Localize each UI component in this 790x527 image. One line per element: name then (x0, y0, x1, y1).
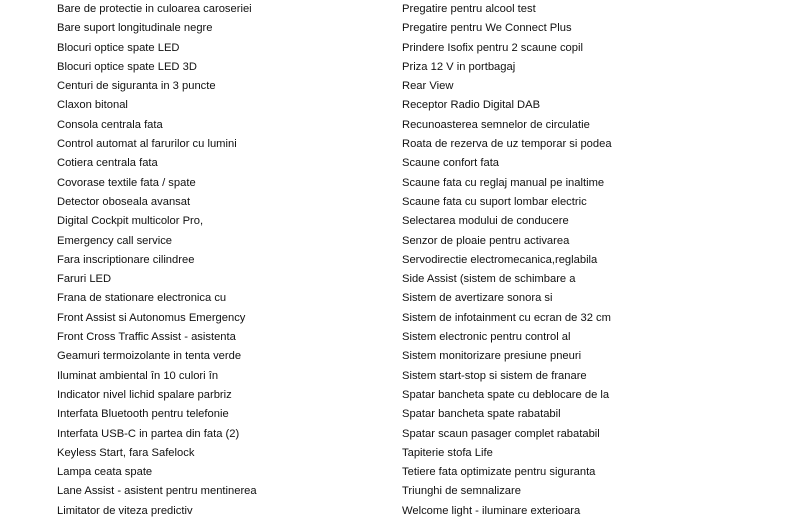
equipment-item: Control automat al farurilor cu lumini (57, 138, 237, 151)
equipment-item: Senzor de ploaie pentru activarea (402, 234, 570, 247)
equipment-item: Interfata USB-C in partea din fata (2) (57, 427, 240, 440)
equipment-item: Iluminat ambiental în 10 culori în (57, 369, 219, 382)
equipment-item: Tapiterie stofa Life (402, 446, 493, 459)
equipment-item: Priza 12 V in portbagaj (402, 60, 516, 73)
equipment-list-right-column (402, 0, 782, 521)
equipment-item: Pregatire pentru alcool test (402, 3, 536, 15)
equipment-item: Cotiera centrala fata (57, 157, 158, 170)
equipment-item: Scaune confort fata (402, 157, 500, 170)
equipment-item: Selectarea modului de conducere (402, 215, 569, 228)
equipment-item: Tetiere fata optimizate pentru siguranta (402, 466, 596, 479)
equipment-item: Prindere Isofix pentru 2 scaune copil (402, 41, 583, 54)
equipment-item: Digital Cockpit multicolor Pro, (57, 215, 204, 228)
equipment-item: Indicator nivel lichid spalare parbriz (57, 388, 232, 401)
equipment-item: Scaune fata cu reglaj manual pe inaltime (402, 176, 605, 189)
equipment-item: Rear View (402, 80, 454, 93)
equipment-item: Pregatire pentru We Connect Plus (402, 22, 572, 35)
equipment-item: Front Cross Traffic Assist - asistenta (57, 331, 236, 344)
equipment-item: Bare suport longitudinale negre (57, 22, 213, 35)
equipment-item: Sistem de infotainment cu ecran de 32 cm (402, 311, 611, 324)
equipment-item: Bare de protectie in culoarea caroseriei (57, 3, 252, 15)
equipment-item: Recunoasterea semnelor de circulatie (402, 118, 590, 131)
equipment-item: Consola centrala fata (57, 118, 163, 131)
equipment-item: Keyless Start, fara Safelock (57, 446, 195, 459)
equipment-item: Detector oboseala avansat (57, 195, 191, 208)
equipment-item: Fara inscriptionare cilindree (57, 253, 195, 266)
equipment-item: Scaune fata cu suport lombar electric (402, 195, 587, 208)
equipment-item: Receptor Radio Digital DAB (402, 99, 541, 112)
equipment-item: Sistem de avertizare sonora si (402, 292, 553, 305)
equipment-item: Geamuri termoizolante in tenta verde (57, 350, 242, 363)
equipment-item: Frana de stationare electronica cu (57, 292, 227, 305)
equipment-item: Spatar bancheta spate cu deblocare de la (402, 388, 610, 401)
equipment-item: Faruri LED (57, 273, 112, 286)
equipment-item: Lampa ceata spate (57, 466, 153, 479)
equipment-item: Blocuri optice spate LED (57, 41, 180, 54)
equipment-item: Interfata Bluetooth pentru telefonie (57, 408, 229, 421)
equipment-item: Limitator de viteza predictiv (57, 504, 193, 517)
equipment-item: Front Assist si Autonomus Emergency (57, 311, 246, 324)
equipment-item: Emergency call service (57, 234, 173, 247)
equipment-item: Spatar bancheta spate rabatabil (402, 408, 561, 421)
equipment-item: Covorase textile fata / spate (57, 176, 196, 189)
equipment-item: Sistem electronic pentru control al (402, 331, 571, 344)
equipment-item: Side Assist (sistem de schimbare a (402, 273, 576, 286)
equipment-item: Welcome light - iluminare exterioara (402, 504, 581, 517)
equipment-item: Servodirectie electromecanica,reglabila (402, 253, 598, 266)
equipment-item: Sistem monitorizare presiune pneuri (402, 350, 582, 363)
equipment-item: Sistem start-stop si sistem de franare (402, 369, 587, 382)
equipment-item: Centuri de siguranta in 3 puncte (57, 80, 216, 93)
equipment-item: Blocuri optice spate LED 3D (57, 60, 197, 73)
equipment-item: Roata de rezerva de uz temporar si podea (402, 138, 612, 151)
equipment-item: Triunghi de semnalizare (402, 485, 521, 498)
equipment-item: Claxon bitonal (57, 99, 128, 112)
equipment-item: Lane Assist - asistent pentru mentinerea (57, 485, 257, 498)
equipment-item: Spatar scaun pasager complet rabatabil (402, 427, 600, 440)
equipment-list-left-column (57, 0, 387, 521)
